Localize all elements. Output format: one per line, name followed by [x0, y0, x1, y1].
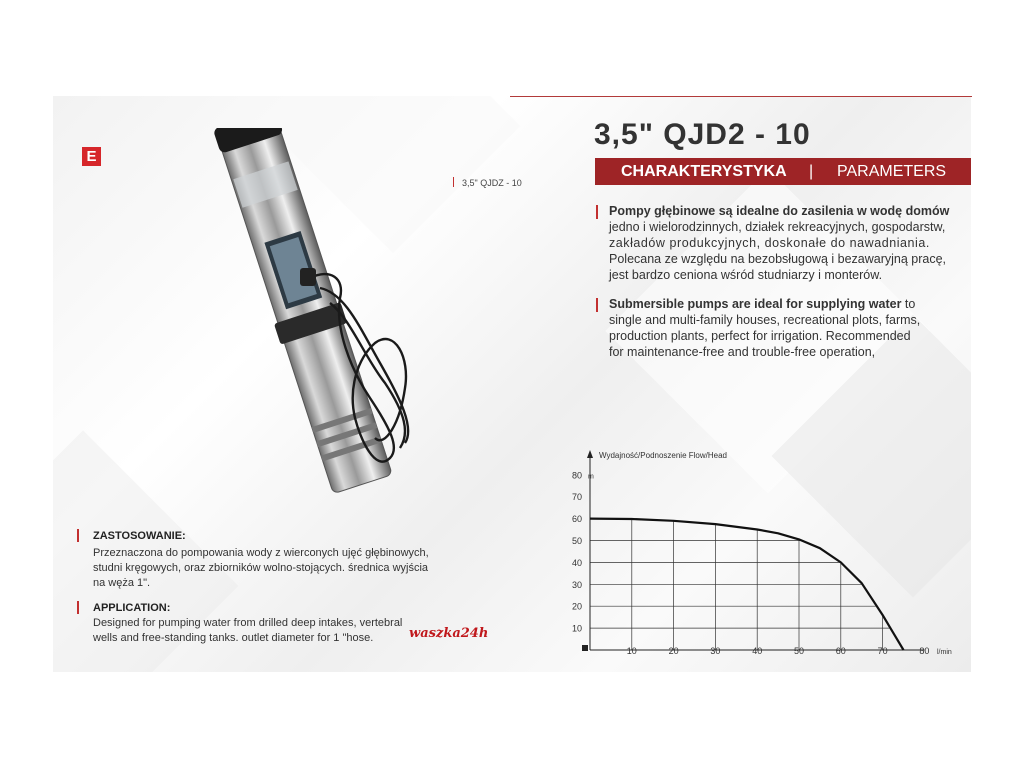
origin-marker-icon [582, 645, 588, 651]
model-tag: 3,5" QJDZ - 10 [453, 177, 522, 188]
pump-image [160, 128, 460, 518]
description-pl-lead: Pompy głębinowe są idealne do zasilenia w wodę domów [609, 204, 950, 218]
y-tick-label: 80 [572, 470, 583, 481]
accent-bar [77, 529, 79, 542]
description-en-lead: Submersible pumps are ideal for supplying water [609, 297, 902, 311]
x-tick-label: 50 [793, 646, 805, 656]
usage-en-heading: APPLICATION: [93, 602, 171, 614]
x-tick-label: 80 [919, 646, 930, 656]
y-axis-arrow-icon [587, 450, 593, 458]
parameters-label-pl: CHARAKTERYSTYKA [621, 163, 787, 180]
y-tick-label: 20 [572, 601, 583, 612]
y-tick-label: 70 [572, 492, 583, 503]
parameters-bar [595, 158, 971, 185]
product-title: 3,5" QJD2 - 10 [594, 118, 811, 151]
cable-plug-icon [300, 268, 316, 286]
x-tick-label: 70 [877, 646, 888, 656]
y-axis-unit: m [588, 473, 594, 481]
usage-en-line: Designed for pumping water from drilled deep intakes, vertebral [93, 617, 403, 629]
parameters-label-en: PARAMETERS [837, 163, 947, 180]
accent-bar [596, 298, 598, 312]
usage-pl-line: na wężа 1". [93, 577, 151, 589]
description-pl-line: jedno i wielorodzinnych, działek rekreacyjnych, gospodarstw, [609, 220, 946, 234]
x-tick-label: 10 [626, 646, 637, 656]
y-tick-label: 50 [572, 536, 583, 546]
usage-pl-line: studni kręgowych, oraz zbiorników wolno-stojących. średnica wyjścia [93, 562, 429, 574]
usage-pl-heading: ZASTOSOWANIE: [93, 530, 186, 542]
accent-bar [596, 205, 598, 219]
performance-chart [560, 440, 970, 665]
description-en-lead-tail: to [901, 297, 916, 311]
chart-title: Wydajność/Podnoszenie Flow/Head [599, 451, 727, 460]
y-tick-label: 60 [572, 514, 583, 525]
brand-logo: E [82, 147, 101, 166]
x-tick-label: 30 [710, 646, 721, 656]
x-tick-label: 40 [752, 646, 763, 656]
y-tick-label: 30 [572, 579, 583, 590]
parameters-separator: | [809, 163, 814, 180]
x-tick-label: 20 [668, 646, 679, 656]
description-pl-line: Polecana ze względu na bezobsługową i bezawaryjną pracę, [609, 252, 947, 266]
description-en [609, 296, 969, 360]
watermark: waszka24h [409, 626, 489, 641]
usage-pl-text [93, 546, 493, 591]
x-tick-label: 60 [835, 646, 846, 656]
top-rule [510, 96, 972, 97]
usage-pl-line: Przeznaczona do pompowania wody z wierconych ujęć głębinowych, [93, 547, 429, 559]
description-en-line: single and multi-family houses, recreational plots, farms, [609, 313, 921, 327]
x-axis-unit: l/min [937, 649, 952, 656]
description-en-line: for maintenance-free and trouble-free operation, [609, 345, 876, 359]
usage-en-line: wells and free-standing tanks. outlet diameter for 1 "hose. [93, 632, 374, 644]
description-en-line: production plants, perfect for irrigation. Recommended [609, 329, 911, 343]
description-pl-line: jest bardzo ceniona wśród studniarzy i monterów. [609, 268, 883, 282]
y-tick-label: 40 [572, 557, 583, 568]
y-tick-label: 10 [572, 623, 583, 634]
accent-bar [77, 601, 79, 614]
description-pl [609, 203, 969, 283]
description-pl-line: zakładów produkcyjnych, doskonałe do nawadniania. [609, 236, 930, 250]
